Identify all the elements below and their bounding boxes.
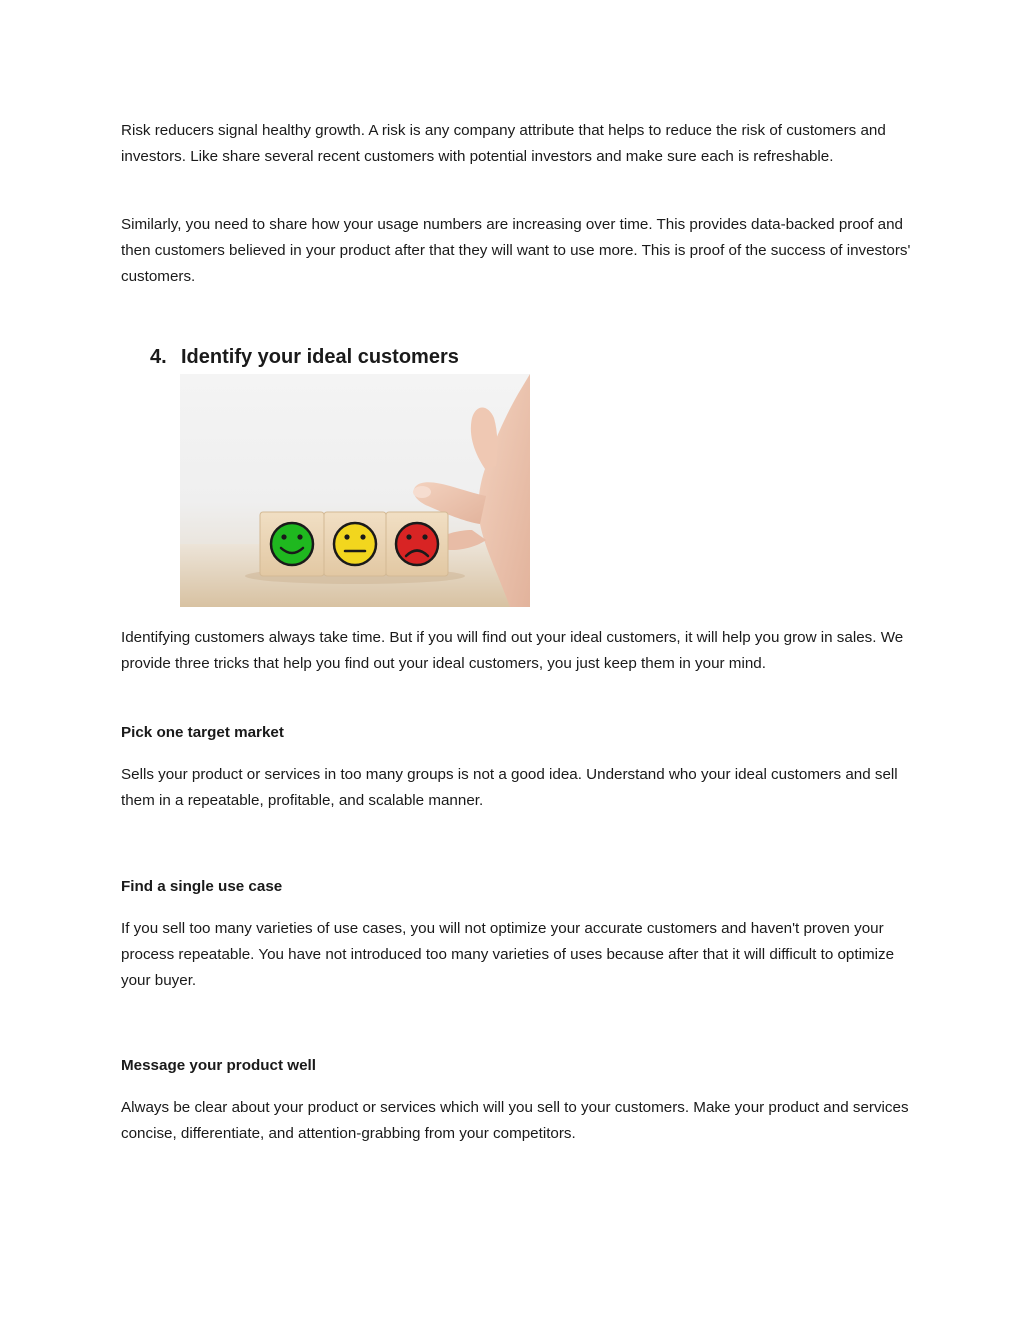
subheading-message-product: Message your product well (121, 1057, 316, 1074)
customer-satisfaction-photo (180, 374, 530, 607)
paragraph-single-use-case: If you sell too many varieties of use cases, you will not optimize your accurate customers and haven't proven your process repeatable. You have not introduced too many varieties of uses because after that it will difficult to optimize your buyer. (121, 920, 895, 989)
section-title: Identify your ideal customers (181, 346, 459, 368)
section-number: 4. (150, 346, 167, 368)
paragraph-target-market: Sells your product or services in too many groups is not a good idea. Understand who your ideal customers and sell them in a repeatable, profitable, and scalable manner. (121, 766, 898, 809)
section-heading (150, 343, 459, 371)
paragraph-usage-numbers: Similarly, you need to share how your usage numbers are increasing over time. This provides data-backed proof and then customers believed in your product after that they will want to use more. This is proof of the success of investors' customers. (121, 216, 911, 285)
subheading-target-market: Pick one target market (121, 724, 284, 741)
paragraph-risk-reducers: Risk reducers signal healthy growth. A risk is any company attribute that helps to reduce the risk of customers and investors. Like share several recent customers with potential investors and make sure each is refreshable. (121, 122, 886, 165)
subheading-single-use-case: Find a single use case (121, 878, 283, 895)
paragraph-identifying-customers: Identifying customers always take time. But if you will find out your ideal customers, it will help you grow in sales. We provide three tricks that help you find out your ideal customers, you just keep them in your mind. (121, 629, 904, 672)
neutral-face-icon (334, 523, 376, 565)
sad-face-icon (396, 523, 438, 565)
paragraph-message-product: Always be clear about your product or services which will you sell to your customers. Make your product and services concise, differentiate, and attention-grabbing from your competitors. (121, 1099, 909, 1142)
happy-face-icon (271, 523, 313, 565)
